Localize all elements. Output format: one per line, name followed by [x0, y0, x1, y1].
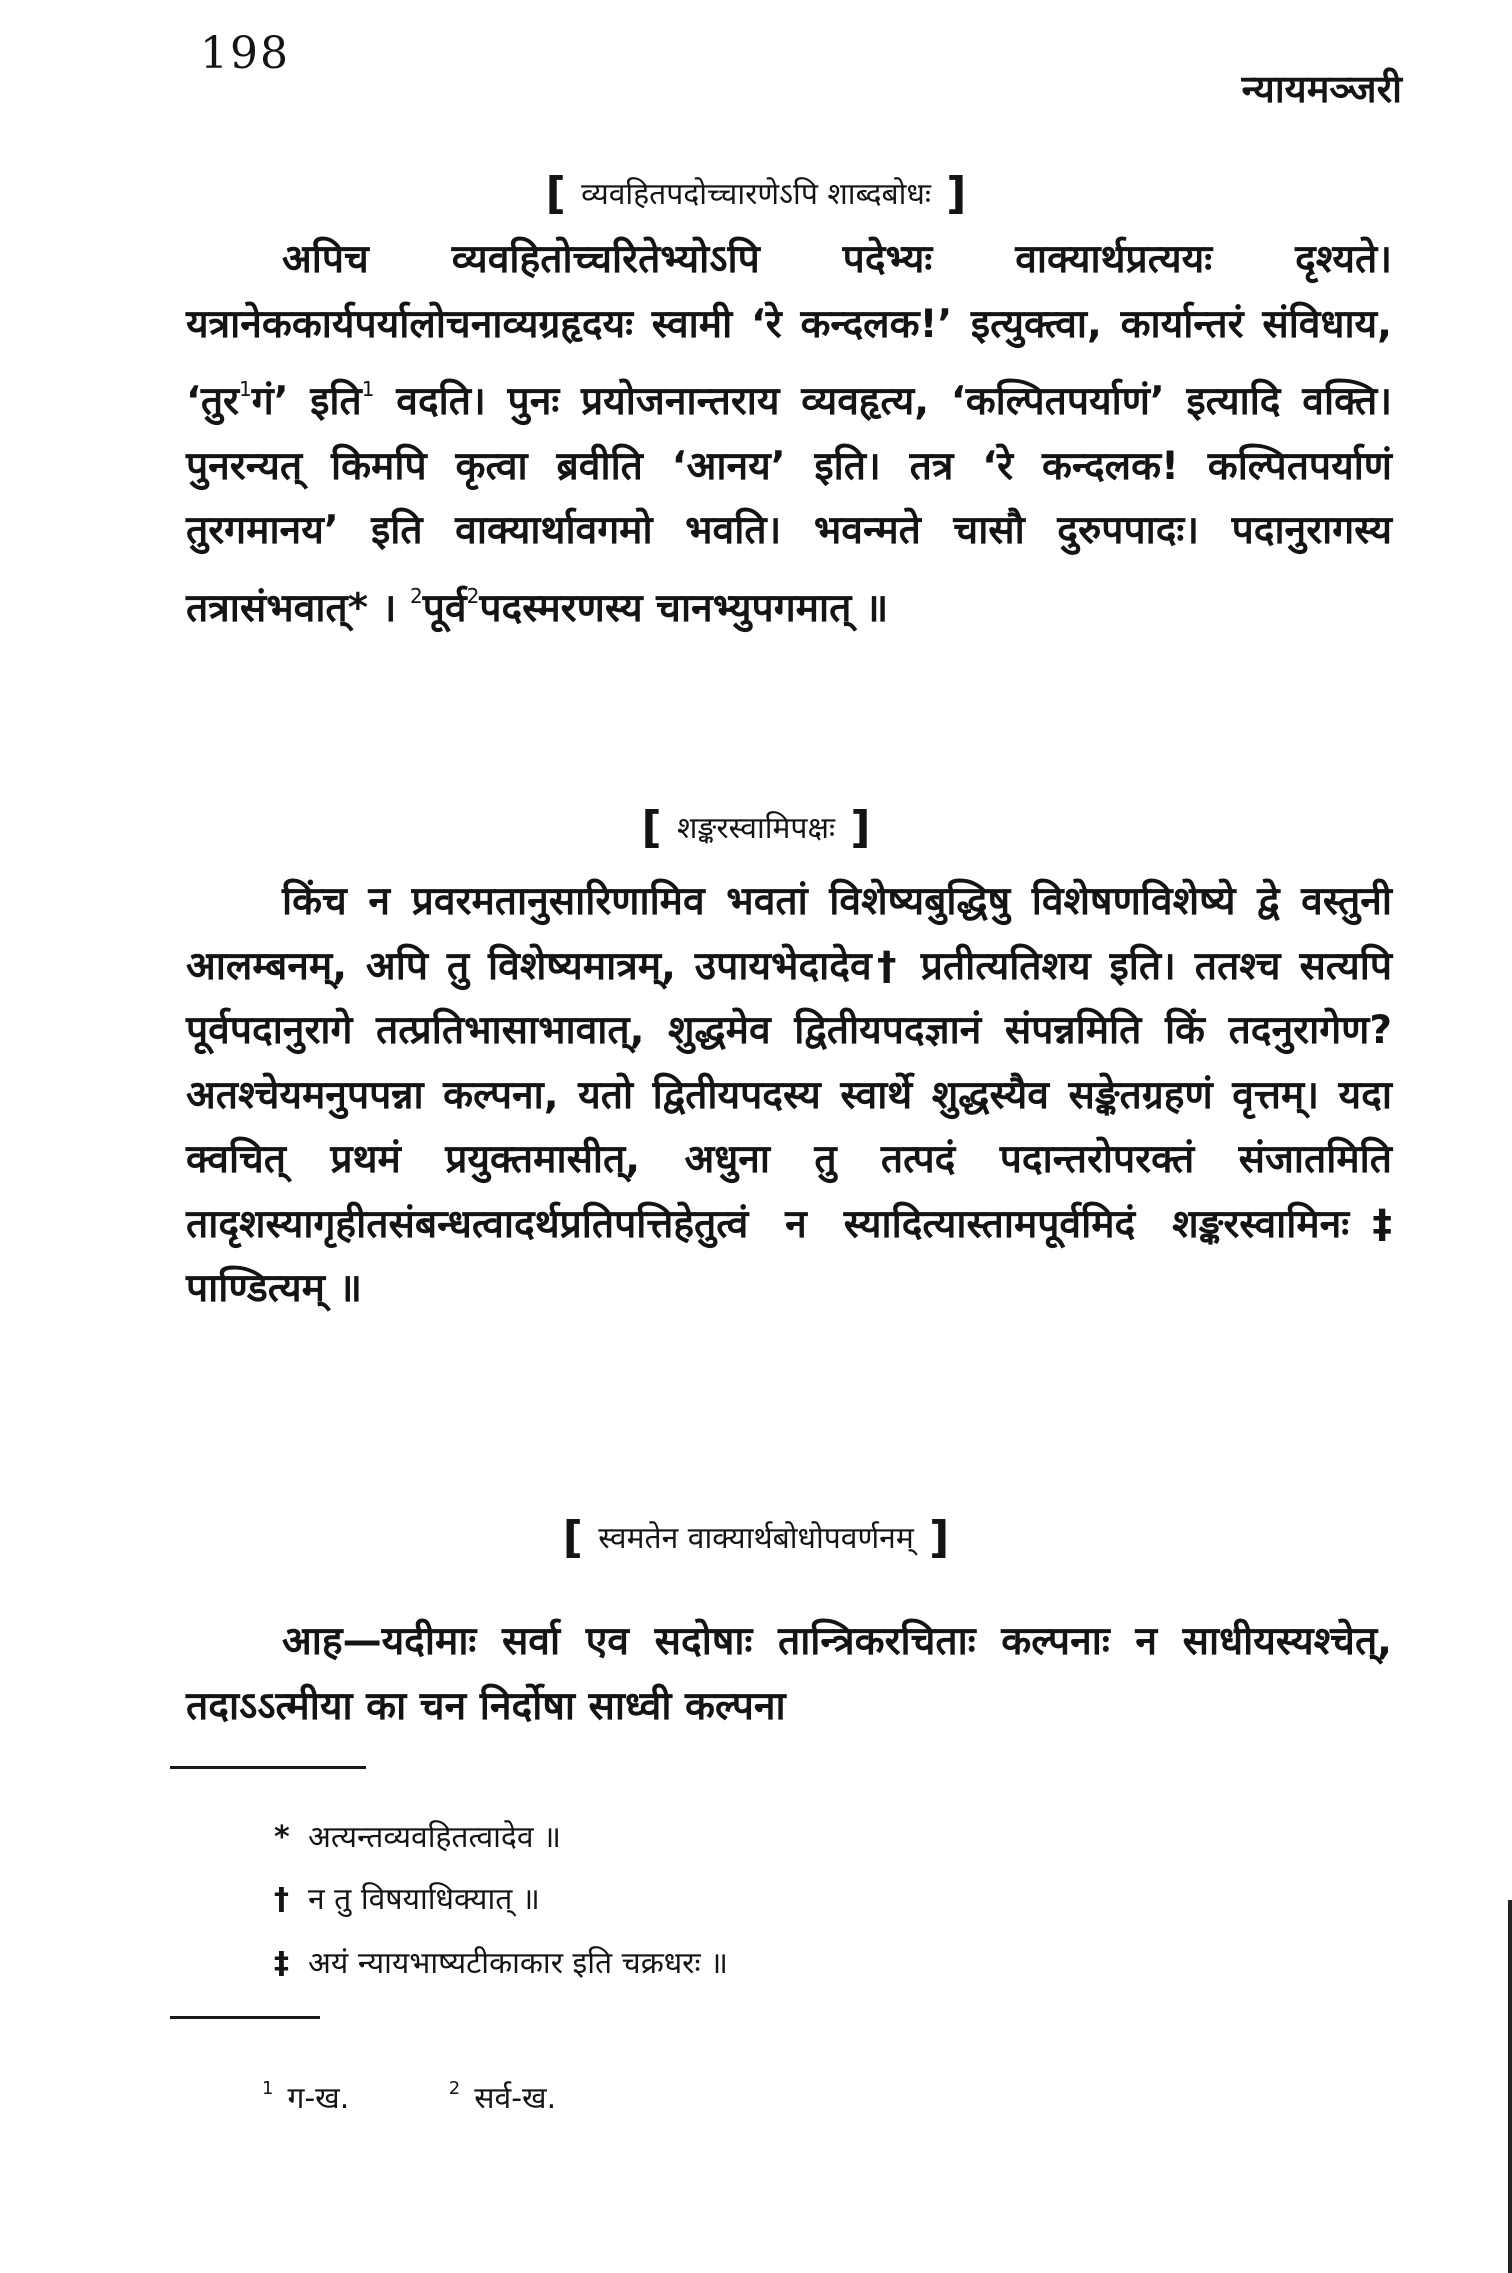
footnote-mark: ‡ — [274, 1946, 289, 1981]
section-heading: [ शङ्करस्वामिपक्षः ] — [641, 802, 871, 853]
variant-reference-number: 1 — [361, 377, 375, 401]
variant-readings — [262, 2076, 646, 2117]
section-heading-text: स्वमतेन वाक्यार्थबोधोपवर्णनम् — [598, 1521, 914, 1556]
footnote — [274, 1880, 540, 1920]
paragraph — [186, 1610, 1392, 1739]
footnote-mark: * — [274, 1820, 290, 1855]
paragraph — [186, 870, 1392, 1322]
variant-reading — [449, 2076, 556, 2117]
paragraph — [186, 228, 1392, 641]
paragraph-text: पूर्व — [422, 585, 467, 631]
paragraph-text: अपिच व्यवहितोच्चरितेभ्योऽपि पदेभ्यः वाक्यार्थप्रत्ययः दृश्यते। यत्रानेककार्यपर्यालोचनाव्यग्रहृदयः स्वामी ‘रे कन्दलक!’ इत्युक्त्वा, कार्यान्तरं संविधाय, ‘तुर — [186, 237, 1392, 424]
section-heading: [ व्यवहितपदोच्चारणेऽपि शाब्दबोधः ] — [545, 168, 967, 219]
running-header: न्यायमञ्जरी — [1241, 67, 1402, 111]
variant-reference-number: 1 — [239, 377, 252, 401]
section-heading: [ स्वमतेन वाक्यार्थबोधोपवर्णनम् ] — [562, 1512, 950, 1563]
footnote — [274, 1944, 728, 1984]
variant-number: 1 — [262, 2078, 274, 2099]
variant-text: सर्व-ख. — [474, 2081, 557, 2116]
footnote-text: अयं न्यायभाष्यटीकाकार इति चक्रधरः ॥ — [308, 1946, 729, 1981]
paragraph-text: आह—यदीमाः सर्वा एव सदोषाः तान्त्रिकरचिताः कल्पनाः न साधीयस्यश्चेत्, तदाऽऽत्मीया का चन निर्दोषा साध्वी कल्पना — [186, 1619, 1392, 1729]
paragraph-text: वदति। पुनः प्रयोजनान्तराय व्यवहृत्य, ‘कल्पितपर्याणं’ इत्यादि वक्ति। पुनरन्यत् किमपि कृत्वा ब्रवीति ‘आनय’ इति। तत्र ‘रे कन्दलक! कल्पितपर्याणं तुरगमानय’ इति वाक्यार्थावगमो भवति। भवन्मते चासौ दुरुपपादः। पदानुरागस्य तत्रासंभवात्* । — [186, 379, 1392, 631]
section-heading-text: व्यवहितपदोच्चारणेऽपि शाब्दबोधः — [581, 177, 931, 212]
paragraph-text: गं’ इति — [251, 379, 362, 424]
page-number: 198 — [200, 28, 290, 79]
page-edge-shadow — [1508, 1900, 1512, 2273]
variant-reading — [262, 2076, 349, 2117]
footnote-text: न तु विषयाधिक्यात् ॥ — [308, 1882, 540, 1917]
variant-reference-number: 2 — [466, 583, 480, 608]
footnote — [274, 1818, 561, 1858]
variant-number: 2 — [448, 2078, 461, 2099]
section-heading-text: शङ्करस्वामिपक्षः — [676, 811, 836, 846]
variant-reference-number: 2 — [410, 583, 423, 608]
paragraph-text: पदस्मरणस्य चानभ्युपगमात् ॥ — [479, 585, 889, 631]
paragraph-text: किंच न प्रवरमतानुसारिणामिव भवतां विशेष्यबुद्धिषु विशेषणविशेष्ये द्वे वस्तुनी आलम्बनम्, अपि तु विशेष्यमात्रम्, उपायभेदादेव† प्रतीत्यतिशय इति। ततश्च सत्यपि पूर्वपदानुरागे तत्प्रतिभासाभावात्, शुद्धमेव द्वितीयपदज्ञानं संपन्नमिति किं तदनुरागेण? अतश्चेयमनुपपन्ना कल्पना, यतो द्वितीयपदस्य स्वार्थे शुद्धस्यैव सङ्केतग्रहणं वृत्तम्। यदा क्वचित् प्रथमं प्रयुक्तमासीत्, अधुना तु तत्पदं पदान्तरोपरक्तं संजातमिति तादृशस्यागृहीतसंबन्धत्वादर्थप्रतिपत्तिहेतुत्वं न स्यादित्यास्तामपूर्वमिदं शङ्करस्वामिनः‡ पाण्डित्यम् ॥ — [186, 879, 1392, 1311]
footnote-text: अत्यन्तव्यवहितत्वादेव ॥ — [308, 1820, 562, 1855]
variant-rule — [170, 2016, 320, 2019]
footnote-mark: † — [274, 1882, 289, 1917]
variant-text: ग-ख. — [287, 2081, 350, 2116]
footnote-rule — [170, 1766, 366, 1769]
